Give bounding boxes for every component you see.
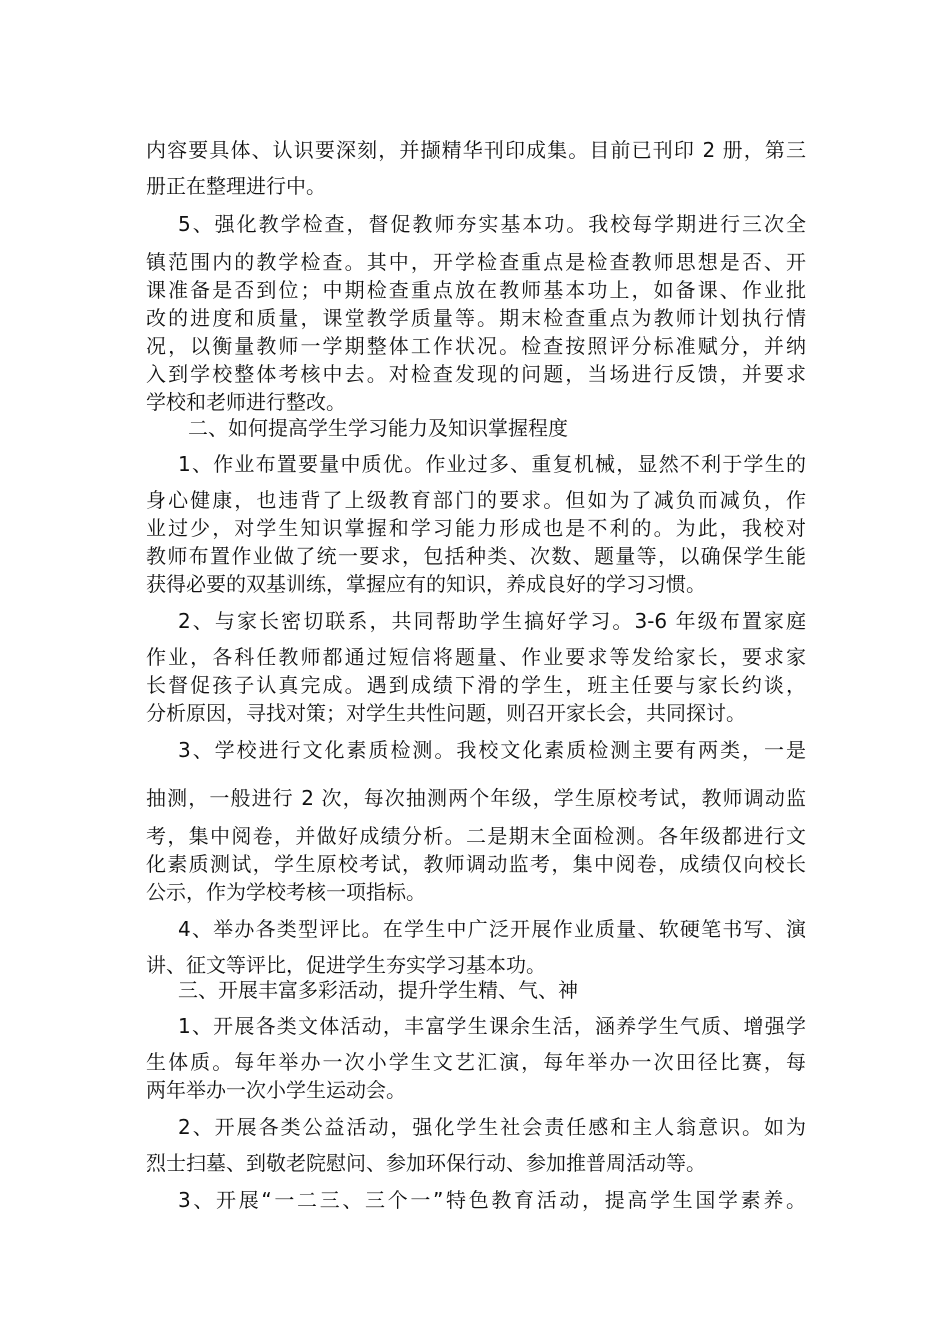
paragraph-first-line: 2、开展各类公益活动，强化学生社会责任感和主人翁意识。如为	[178, 1115, 806, 1139]
paragraph-first-line: 1、开展各类文体活动，丰富学生课余生活，涵养学生气质、增强学	[178, 1014, 806, 1038]
paragraph-first-line: 2、与家长密切联系，共同帮助学生搞好学习。3-6 年级布置家庭	[178, 609, 806, 633]
text-line: 改的进度和质量，课堂教学质量等。期末检查重点为教师计划执行情	[146, 306, 806, 330]
text-line: 入到学校整体考核中去。对检查发现的问题，当场进行反馈，并要求	[146, 362, 806, 386]
text-line: 作业，各科任教师都通过短信将题量、作业要求等发给家长，要求家	[146, 645, 806, 669]
text-line: 获得必要的双基训练，掌握应有的知识，养成良好的学习习惯。	[146, 572, 706, 596]
text-line: 两年举办一次小学生运动会。	[146, 1078, 406, 1102]
text-line: 学校和老师进行整改。	[146, 390, 346, 414]
paragraph-first-line: 3、开展“一二三、三个一”特色教育活动，提高学生国学素养。	[178, 1188, 806, 1212]
text-line: 长督促孩子认真完成。遇到成绩下滑的学生，班主任要与家长约谈，	[146, 673, 806, 697]
text-line: 况，以衡量教师一学期整体工作状况。检查按照评分标准赋分，并纳	[146, 334, 806, 358]
text-line: 教师布置作业做了统一要求，包括种类、次数、题量等，以确保学生能	[146, 544, 806, 568]
text-line: 业过少，对学生知识掌握和学习能力形成也是不利的。为此，我校对	[146, 516, 806, 540]
text-line: 公示，作为学校考核一项指标。	[146, 880, 426, 904]
text-line: 分析原因，寻找对策；对学生共性问题，则召开家长会，共同探讨。	[146, 701, 746, 725]
text-line: 生体质。每年举办一次小学生文艺汇演，每年举办一次田径比赛，每	[146, 1050, 806, 1074]
paragraph-first-line: 3、学校进行文化素质检测。我校文化素质检测主要有两类，一是	[178, 738, 806, 762]
text-line: 抽测，一般进行 2 次，每次抽测两个年级，学生原校考试，教师调动监	[146, 786, 806, 810]
text-line: 册正在整理进行中。	[146, 174, 326, 198]
section-heading: 二、如何提高学生学习能力及知识掌握程度	[188, 416, 568, 440]
text-line: 烈士扫墓、到敬老院慰问、参加环保行动、参加推普周活动等。	[146, 1151, 706, 1175]
paragraph-first-line: 4、举办各类型评比。在学生中广泛开展作业质量、软硬笔书写、演	[178, 917, 806, 941]
paragraph-first-line: 5、强化教学检查，督促教师夯实基本功。我校每学期进行三次全	[178, 212, 806, 236]
text-line: 内容要具体、认识要深刻，并撷精华刊印成集。目前已刊印 2 册，第三	[146, 138, 806, 162]
text-line: 课准备是否到位；中期检查重点放在教师基本功上，如备课、作业批	[146, 278, 806, 302]
section-heading: 三、开展丰富多彩活动，提升学生精、气、神	[178, 978, 578, 1002]
text-line: 讲、征文等评比，促进学生夯实学习基本功。	[146, 953, 546, 977]
text-line: 化素质测试，学生原校考试，教师调动监考，集中阅卷，成绩仅向校长	[146, 852, 806, 876]
text-line: 镇范围内的教学检查。其中，开学检查重点是检查教师思想是否、开	[146, 250, 806, 274]
paragraph-first-line: 1、作业布置要量中质优。作业过多、重复机械，显然不利于学生的	[178, 452, 806, 476]
text-line: 考，集中阅卷，并做好成绩分析。二是期末全面检测。各年级都进行文	[146, 824, 806, 848]
text-line: 身心健康，也违背了上级教育部门的要求。但如为了减负而减负，作	[146, 488, 806, 512]
